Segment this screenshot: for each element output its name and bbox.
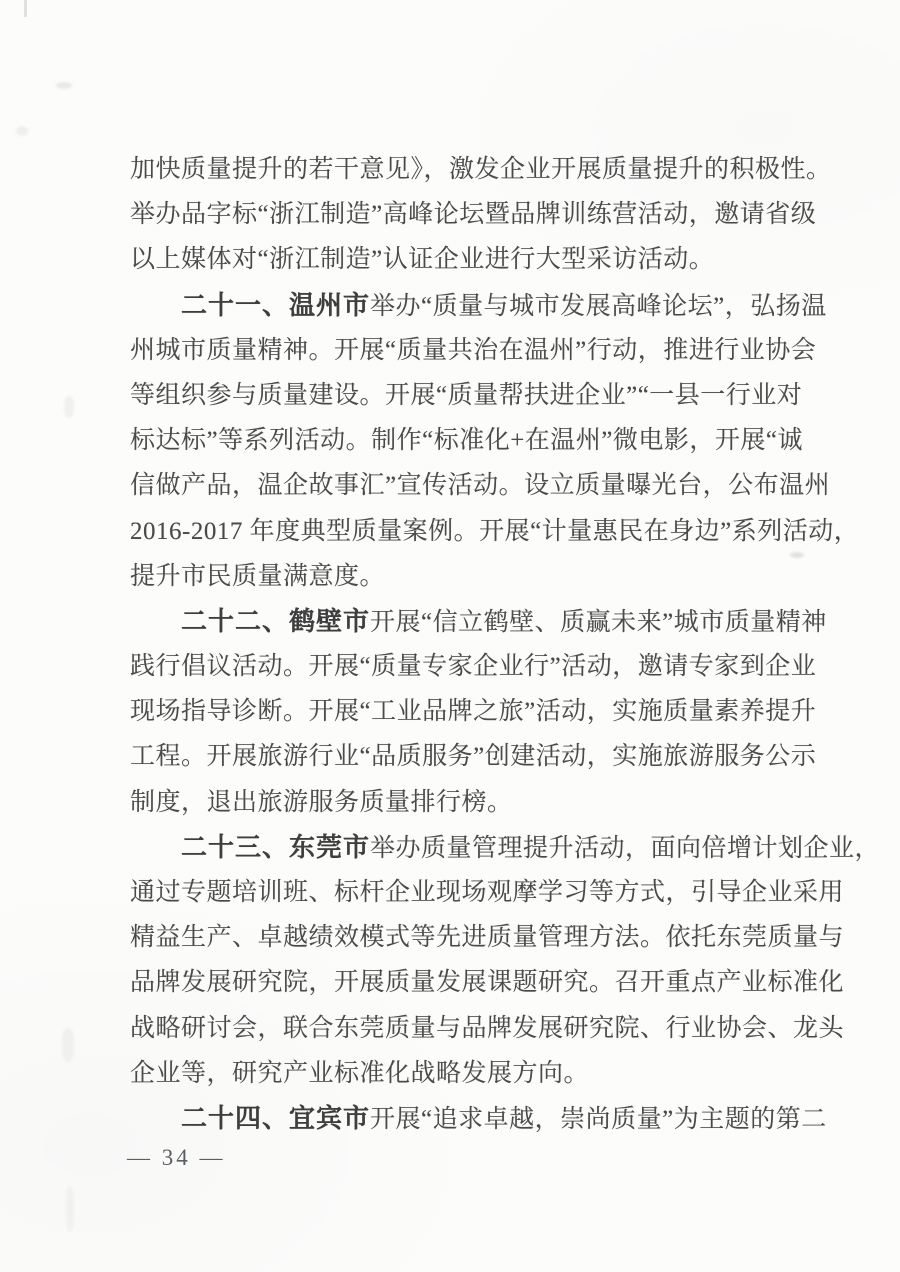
body-text: 品牌发展研究院，开展质量发展课题研究。召开重点产业标准化 bbox=[130, 969, 845, 997]
text-line bbox=[130, 689, 830, 734]
text-line bbox=[130, 554, 830, 599]
body-text: 精益生产、卓越绩效模式等先进质量管理方法。依托东莞质量与 bbox=[130, 924, 845, 952]
body-text: 标达标”等系列活动。制作“标准化+在温州”微电影，开展“诚 bbox=[130, 427, 803, 455]
text-line bbox=[130, 1051, 830, 1096]
body-text: 州城市质量精神。开展“质量共治在温州”行动，推进行业协会 bbox=[130, 336, 817, 364]
body-text: 开展“追求卓越，崇尚质量”为主题的第二 bbox=[370, 1105, 827, 1133]
text-line bbox=[130, 192, 830, 237]
scan-artifact bbox=[24, 0, 27, 17]
paragraph-heading-yibin: 二十四、宜宾市 bbox=[181, 1103, 371, 1133]
text-line bbox=[130, 734, 830, 779]
text-line bbox=[130, 780, 830, 825]
page-number: — 34 — bbox=[127, 1145, 226, 1170]
body-text: 信做产品，温企故事汇”宣传活动。设立质量曝光台，公布温州 bbox=[130, 472, 831, 500]
text-line bbox=[130, 147, 830, 192]
body-text: 战略研讨会，联合东莞质量与品牌发展研究院、行业协会、龙头 bbox=[130, 1014, 845, 1042]
text-line bbox=[130, 915, 845, 960]
body-text: 等组织参与质量建设。开展“质量帮扶进企业”“一县一行业对 bbox=[130, 381, 803, 409]
text-line bbox=[130, 509, 860, 554]
scan-artifact bbox=[62, 1028, 74, 1062]
body-text: 通过专题培训班、标杆企业现场观摩学习等方式，引导企业采用 bbox=[130, 879, 845, 906]
text-line bbox=[130, 644, 830, 689]
document-body bbox=[130, 147, 881, 1141]
body-text: 加快质量提升的若干意见》，激发企业开展质量提升的积极性。 bbox=[130, 156, 832, 183]
body-text: 举办“质量与城市发展高峰论坛”，弘扬温 bbox=[370, 292, 827, 320]
text-line bbox=[130, 463, 830, 508]
paragraph-heading-dongguan: 二十三、东莞市 bbox=[181, 832, 371, 862]
body-text: 制度，退出旅游服务质量排行榜。 bbox=[130, 788, 513, 816]
scan-artifact bbox=[56, 82, 72, 89]
text-line-paragraph-start bbox=[130, 283, 830, 328]
body-text: 现场指导诊断。开展“工业品牌之旅”活动，实施质量素养提升 bbox=[130, 698, 817, 726]
body-text: 践行倡议活动。开展“质量专家企业行”活动，邀请专家到企业 bbox=[130, 653, 817, 681]
scan-artifact bbox=[64, 396, 74, 418]
text-line-paragraph-start bbox=[130, 825, 881, 870]
scan-artifact bbox=[16, 126, 28, 136]
text-line-paragraph-start bbox=[130, 1096, 830, 1141]
text-line-paragraph-start bbox=[130, 599, 830, 644]
paragraph-heading-wenzhou: 二十一、温州市 bbox=[181, 290, 371, 320]
text-line bbox=[130, 1006, 845, 1051]
text-line bbox=[130, 960, 845, 1005]
text-line bbox=[130, 870, 845, 915]
body-text: 企业等，研究产业标准化战略发展方向。 bbox=[130, 1059, 590, 1087]
scan-artifact bbox=[66, 1186, 74, 1232]
body-text: 工程。开展旅游行业“品质服务”创建活动，实施旅游服务公示 bbox=[130, 743, 817, 771]
text-line bbox=[130, 373, 830, 418]
body-text: 举办品字标“浙江制造”高峰论坛暨品牌训练营活动，邀请省级 bbox=[130, 201, 817, 229]
body-text: 以上媒体对“浙江制造”认证企业进行大型采访活动。 bbox=[130, 246, 715, 274]
text-line bbox=[130, 418, 830, 463]
body-text: 2016-2017 年度典型质量案例。开展“计量惠民在身边”系列活动， bbox=[130, 517, 860, 545]
body-text: 举办质量管理提升活动，面向倍增计划企业， bbox=[370, 834, 881, 862]
text-line bbox=[130, 328, 830, 373]
paragraph-heading-hebi: 二十二、鹤壁市 bbox=[181, 606, 371, 636]
body-text: 提升市民质量满意度。 bbox=[130, 562, 386, 590]
text-line bbox=[130, 237, 830, 282]
body-text: 开展“信立鹤壁、质赢未来”城市质量精神 bbox=[370, 608, 827, 636]
